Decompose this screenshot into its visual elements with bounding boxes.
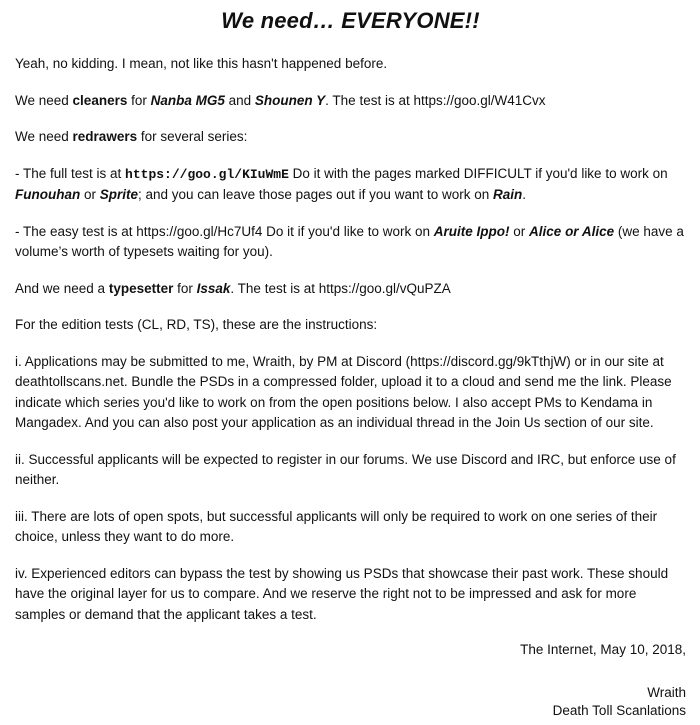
series-aruite-ippo: Aruite Ippo! — [433, 223, 510, 239]
cleaners-text-post: . The test is at https://goo.gl/W41Cvx — [325, 92, 546, 108]
rule-iii: iii. There are lots of open spots, but successful applicants will only be required to work on one series of their choice, unless they want to do more. — [15, 508, 658, 544]
typesetter-text-pre: And we need a — [15, 280, 109, 296]
series-issak: Issak — [196, 280, 231, 296]
easy-test-paragraph — [15, 222, 686, 263]
signature-group: Death Toll Scanlations — [552, 703, 686, 718]
cleaners-text-mid2: and — [224, 92, 255, 108]
typesetter-text-post: . The test is at https://goo.gl/vQuPZA — [230, 280, 451, 296]
redrawers-paragraph — [15, 127, 686, 148]
full-test-text-mid3: ; and you can leave those pages out if you want to work on — [138, 187, 493, 202]
series-nanba-mg5: Nanba MG5 — [150, 92, 225, 108]
series-alice-or-alice: Alice or Alice — [529, 223, 615, 239]
easy-test-text-post: (we have a volume’s worth of typesets waiting for you). — [15, 223, 684, 259]
rule-i: i. Applications may be submitted to me, Wraith, by PM at Discord (https://discord.gg/9kTthjW) or in our site at deathtollscans.net. Bundle the PSDs in a compressed folder, upload it to a cloud and send me the link. Please indicate which series you'd like to work on from the open positions below. I also accept PMs to Kendama in Mangadex. And you can also post your application as an individual thread in the Join Us section of our site. — [15, 353, 672, 430]
redrawers-text-pre: We need — [15, 129, 73, 144]
series-sprite: Sprite — [99, 187, 139, 202]
typesetter-paragraph — [15, 279, 686, 300]
cleaners-role: cleaners — [72, 92, 128, 108]
easy-test-text-pre: - The easy test is at https://goo.gl/Hc7Uf4 Do it if you'd like to work on — [15, 223, 434, 239]
full-test-text-post: . — [522, 187, 527, 202]
typesetter-text-mid1: for — [173, 280, 197, 296]
signature-block — [15, 684, 686, 720]
full-test-text-pre: - The full test is at — [15, 165, 126, 181]
intro-paragraph: Yeah, no kidding. I mean, not like this hasn't happened before. — [15, 56, 388, 71]
series-rain: Rain — [493, 187, 523, 202]
rule-iv: iv. Experienced editors can bypass the test by showing us PSDs that showcase their past work. These should have the original layer for us to compare. And we reserve the right not to be impressed and ask for more samples or demand that the applicant takes a test. — [15, 565, 669, 622]
series-funouhan: Funouhan — [15, 187, 81, 202]
full-test-text-mid2: or — [80, 187, 100, 202]
cleaners-text-mid1: for — [127, 92, 151, 108]
rule-ii: ii. Successful applicants will be expected to register in our forums. We use Discord and IRC, but enforce use of neither. — [15, 451, 676, 487]
cleaners-paragraph — [15, 91, 686, 112]
redrawers-text-post: for several series: — [137, 129, 248, 144]
page-title: We need… EVERYONE!! — [221, 8, 480, 33]
full-test-paragraph — [15, 164, 686, 206]
cleaners-text-pre: We need — [15, 92, 73, 108]
signature-name: Wraith — [647, 685, 686, 700]
instructions-intro: For the edition tests (CL, RD, TS), these are the instructions: — [15, 317, 378, 332]
easy-test-text-mid1: or — [509, 223, 530, 239]
series-shounen-y: Shounen Y — [254, 92, 326, 108]
full-test-text-mid1: Do it with the pages marked DIFFICULT if you'd like to work on — [288, 165, 668, 181]
redrawers-role: redrawers — [72, 129, 138, 144]
full-test-link: https://goo.gl/KIuWmE — [125, 166, 289, 182]
dateline: The Internet, May 10, 2018, — [520, 642, 686, 657]
typesetter-role: typesetter — [108, 280, 174, 296]
